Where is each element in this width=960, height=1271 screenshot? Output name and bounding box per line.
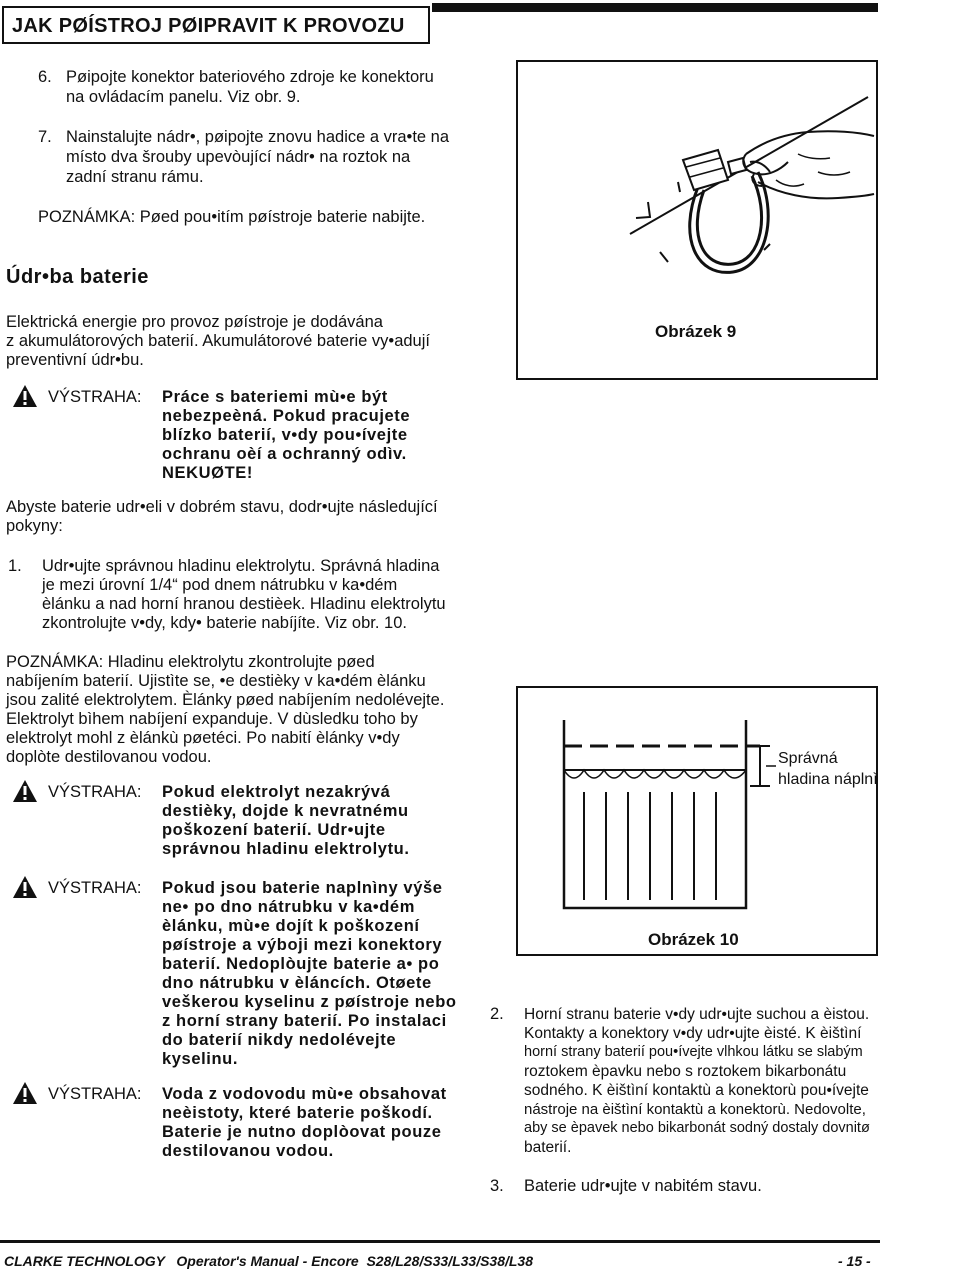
item-1-line-3: èlánku a nad horní hranou destièek. Hladinu elektrolytu [42,595,446,613]
note-2-line-3: jsou zalité elektrolytem. Èlánky pøed nabíjením nedolévejte. [6,691,445,709]
figure-9-caption: Obrázek 9 [655,322,737,341]
warning-2-line-3: poškození baterií. Udr•ujte [162,821,386,839]
step-7-line-3: zadní stranu rámu. [66,168,204,186]
warning-1-label: VÝSTRAHA: [48,388,142,406]
item-2-line-3: horní strany baterií pou•ívejte vlhkou látku se slabým [524,1044,863,1060]
warning-1-line-3: blízko baterií, v•dy pou•ívejte [162,426,408,444]
warning-2-line-2: destièky, dojde k nevratnému [162,802,409,820]
warning-3-line-3: èlánku, mù•e dojít k poškození [162,917,420,935]
warning-3-line-2: ne• po dno nátrubku v ka•dém [162,898,415,916]
warning-1-line-1: Práce s bateriemi mù•e být [162,388,388,406]
keep-instructions-line-1: Abyste baterie udr•eli v dobrém stavu, dodr•ujte následující [6,498,438,516]
warning-3-label: VÝSTRAHA: [48,879,142,897]
step-7-line-1: Nainstalujte nádr•, pøipojte znovu hadice a vra•te na [66,128,450,146]
header-rule [432,3,878,12]
warning-3-line-1: Pokud jsou baterie naplnìny výše [162,879,443,897]
item-2-line-6: nástroje na èištìní kontaktù a konektorù. Nedovolte, [524,1101,866,1118]
item-3-text: Baterie udr•ujte v nabitém stavu. [524,1177,762,1195]
fill-level-label-line-2: hladina náplnì [778,771,878,788]
warning-3-line-10: kyselinu. [162,1050,239,1068]
title-box [2,6,430,44]
note-charge-before-use: POZNÁMKA: Pøed pou•itím pøístroje baterie nabijte. [38,208,426,226]
warning-3-line-6: dno nátrubku v èláncích. Otøete [162,974,432,992]
warning-3-line-5: baterií. Nedoplòujte baterie a• po [162,955,440,973]
item-2-number: 2. [490,1005,504,1023]
item-1-number: 1. [8,557,22,575]
step-7-number: 7. [38,128,52,146]
warning-2-line-4: správnou hladinu elektrolytu. [162,840,410,858]
note-2-line-2: nabíjením baterií. Ujistìte se, •e destièky v ka•dém èlánku [6,672,426,690]
warning-triangle-icon [12,384,38,408]
warning-4-line-1: Voda z vodovodu mù•e obsahovat [162,1085,447,1103]
note-2-line-6: doplòte destilovanou vodou. [6,748,212,766]
item-1-line-2: je mezi úrovní 1/4“ pod dnem nátrubku v ka•dém [42,576,398,594]
note-2-line-5: elektrolyt mohl z èlánkù pøetéci. Po nabití èlánky v•dy [6,729,400,747]
note-2-line-1: POZNÁMKA: Hladinu elektrolytu zkontrolujte pøed [6,653,375,671]
warning-triangle-icon [12,1081,38,1105]
step-6-line-1: Pøipojte konektor bateriového zdroje ke konektoru [66,68,434,86]
warning-3-line-7: veškerou kyselinu z pøístroje nebo [162,993,457,1011]
footer-rule [0,1240,880,1243]
footer-text: CLARKE TECHNOLOGY Operator's Manual - Encore S28/L28/S33/L33/S38/L38 [4,1253,534,1269]
item-2-line-1: Horní stranu baterie v•dy udr•ujte suchou a èistou. [524,1006,870,1023]
item-2-line-5: sodného. K èištìní kontaktù a konektorù pou•ívejte [524,1082,869,1099]
item-3-number: 3. [490,1177,504,1195]
keep-instructions-line-2: pokyny: [6,517,63,535]
step-7-line-2: místo dva šrouby upevòující nádr• na roztok na [66,148,411,166]
warning-4-label: VÝSTRAHA: [48,1085,142,1103]
warning-1-line-2: nebezpeèná. Pokud pracujete [162,407,411,425]
warning-1-line-4: ochranu oèí a ochranný odìv. [162,445,407,463]
figure-9-frame [516,60,878,380]
item-2-line-2: Kontakty a konektory v•dy udr•ujte èisté. K èištìní [524,1025,862,1042]
note-2-line-4: Elektrolyt bìhem nabíjení expanduje. V dùsledku toho by [6,710,418,728]
section-heading: Údr•ba baterie [6,266,149,288]
intro-line-3: preventivní údr•bu. [6,351,144,369]
warning-2-line-1: Pokud elektrolyt nezakrývá [162,783,391,801]
warning-3-line-9: do baterií nikdy nedolévejte [162,1031,397,1049]
warning-1-line-5: NEKUØTE! [162,464,253,482]
page-title: JAK PØÍSTROJ PØIPRAVIT K PROVOZU [12,15,405,37]
item-1-line-1: Udr•ujte správnou hladinu elektrolytu. Správná hladina [42,557,440,575]
figure-10-frame [516,686,878,956]
figure-10-caption: Obrázek 10 [648,930,739,949]
warning-2-label: VÝSTRAHA: [48,783,142,801]
item-2-line-4: roztokem èpavku nebo s roztokem bikarbonátu [524,1063,847,1080]
intro-line-1: Elektrická energie pro provoz pøístroje je dodávána [6,313,383,331]
step-6-number: 6. [38,68,52,86]
fill-level-label-line-1: Správná [778,750,838,767]
warning-3-line-4: pøístroje a výboji mezi konektory [162,936,443,954]
warning-4-line-2: neèistoty, které baterie poškodí. [162,1104,433,1122]
warning-4-line-3: Baterie je nutno doplòovat pouze [162,1123,442,1141]
intro-line-2: z akumulátorových baterií. Akumulátorové baterie vy•adují [6,332,430,350]
item-2-line-7: aby se èpavek nebo bikarbonát sodný dostaly dovnitø [524,1120,870,1136]
step-6-line-2: na ovládacím panelu. Viz obr. 9. [66,88,301,106]
page-number: - 15 - [838,1253,871,1269]
item-1-line-4: zkontrolujte v•dy, kdy• baterie nabíjíte. Viz obr. 10. [42,614,407,632]
warning-3-line-8: z horní strany baterií. Po instalaci [162,1012,447,1030]
battery-cell-diagram [518,688,876,954]
warning-triangle-icon [12,875,38,899]
item-2-line-8: baterií. [524,1139,572,1156]
warning-triangle-icon [12,779,38,803]
warning-4-line-4: destilovanou vodou. [162,1142,334,1160]
